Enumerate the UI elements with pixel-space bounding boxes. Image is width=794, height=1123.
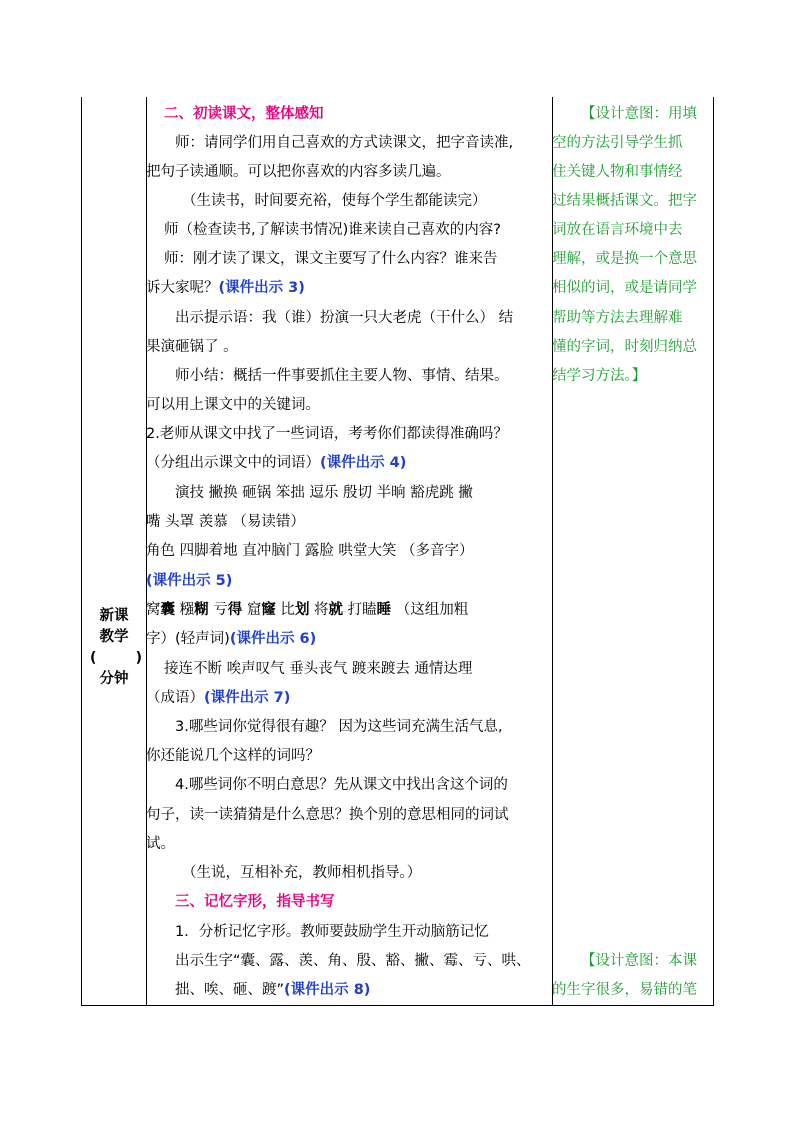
word: 打瞌 <box>343 602 377 618</box>
bold-char: 划 <box>294 602 310 618</box>
design-note-line: 结学习方法。】 <box>552 368 647 384</box>
word: 糨 <box>175 602 195 618</box>
bold-char: 睡 <box>376 602 392 618</box>
design-note-line: 懂的字词，时刻归纳总 <box>552 339 697 355</box>
text-line: 把句子读通顺。可以把你喜欢的内容多读几遍。 <box>146 164 451 180</box>
text-line: 2.老师从课文中找了一些词语，考考你们都读得准确吗？ <box>146 426 508 442</box>
word: 亏 <box>208 602 228 618</box>
section-heading-reading: 二、初读课文，整体感知 <box>164 106 324 122</box>
paren-open: ( <box>90 650 97 666</box>
courseware-ref: (课件出示 3) <box>218 280 305 296</box>
text-line <box>146 453 552 473</box>
stage-label-line-1: 新课 <box>99 608 129 624</box>
design-note-line: 的生字很多，易错的笔 <box>552 982 697 998</box>
text-line <box>146 278 552 298</box>
table-border-bottom <box>81 1005 714 1006</box>
word-list-line: 演技 撇换 砸锅 笨拙 逗乐 殷切 半晌 豁虎跳 撇 <box>175 485 473 501</box>
bold-char: 得 <box>227 602 243 618</box>
text-line <box>146 688 552 708</box>
bold-char: 就 <box>328 602 344 618</box>
text-span: 拙、唉、砸、踱” <box>175 982 285 998</box>
design-note-line: 空的方法引导学生抓 <box>552 135 683 151</box>
text-line <box>146 980 581 1000</box>
design-note-line: 词放在语言环境中去 <box>552 222 683 238</box>
courseware-ref: (课件出示 8) <box>284 982 371 998</box>
design-note-line: 帮助等方法去理解难 <box>552 310 683 326</box>
text-line: 出示生字“囊、露、羡、角、殷、豁、撇、霉、亏、哄、 <box>175 953 531 969</box>
text-line: 1．分析记忆字形。教师要鼓励学生开动脑筋记忆 <box>175 924 489 940</box>
text-line: 4.哪些词你不明白意思？先从课文中找出含这个词的 <box>175 777 508 793</box>
text-span: （成语） <box>146 690 204 706</box>
stage-label-cell <box>82 97 146 1006</box>
courseware-ref: (课件出示 6) <box>229 631 317 647</box>
courseware-ref: (课件出示 4) <box>320 455 407 471</box>
bold-char: 窿 <box>261 602 276 618</box>
text-span: 字）(轻声词) <box>146 631 230 647</box>
text-line: 师小结：概括一件事要抓住主要人物、事情、结果。 <box>175 368 509 384</box>
paren-close: ) <box>135 650 142 666</box>
duration-label: 分钟 <box>99 671 129 687</box>
text-line: 师（检查读书,了解读书情况)谁来读自己喜欢的内容? <box>164 222 501 238</box>
word-list-line: 嘴 头罩 羡慕 （易读错） <box>146 514 305 530</box>
text-span: （分组出示课文中的词语） <box>146 455 320 471</box>
text-line: （生说，互相补充，教师相机指导。） <box>182 865 422 881</box>
courseware-ref: (课件出示 5) <box>146 573 233 589</box>
word-list-line <box>146 600 552 620</box>
text-line: 师：请同学们用自己喜欢的方式读课文，把字音读准, <box>175 135 514 151</box>
text-line: 可以用上课文中的关键词。 <box>146 397 320 413</box>
text-line: 3.哪些词你觉得很有趣？ 因为这些词充满生活气息, <box>175 719 503 735</box>
design-note-line: 【设计意图：本课 <box>581 953 697 969</box>
design-note-line: 相似的词，或是请同学 <box>552 280 697 296</box>
text-line <box>146 629 552 649</box>
text-line: 果演砸锅了 。 <box>146 339 238 355</box>
text-line: 出示提示语：我（谁）扮演一只大老虎（干什么） 结 <box>175 310 514 326</box>
text-span: 诉大家呢？ <box>146 280 219 296</box>
stage-label-line-2: 教学 <box>99 629 129 645</box>
section-heading-writing: 三、记忆字形，指导书写 <box>175 894 335 910</box>
word: 窟 <box>242 602 262 618</box>
bold-char: 糊 <box>194 602 209 618</box>
design-note-line: 理解，或是换一个意思 <box>552 251 697 267</box>
word: 比 <box>275 602 295 618</box>
word-list-line: 角色 四脚着地 直冲脑门 露脸 哄堂大笑 （多音字） <box>146 543 474 559</box>
word: 窝 <box>146 602 161 618</box>
word: （这组加粗 <box>391 602 469 618</box>
text-line: （生读书，时间要充裕，使每个学生都能读完） <box>182 193 487 209</box>
design-note-line: 过结果概括课文。把字 <box>552 193 697 209</box>
design-note-line: 【设计意图：用填 <box>581 106 697 122</box>
word-list-line: 接连不断 唉声叹气 垂头丧气 踱来踱去 通情达理 <box>164 661 473 677</box>
stage-label <box>82 606 146 690</box>
word: 将 <box>309 602 329 618</box>
bold-char: 囊 <box>160 602 175 618</box>
design-note-line: 住关键人物和事情经 <box>552 164 683 180</box>
text-line: 你还能说几个这样的词吗？ <box>146 748 320 764</box>
text-line: 师：刚才读了课文，课文主要写了什么内容？谁来告 <box>164 251 498 267</box>
text-line: 试。 <box>146 836 175 852</box>
text-line: 句子，读一读猜猜是什么意思？换个别的意思相同的词试 <box>146 807 509 823</box>
courseware-ref: (课件出示 7) <box>204 690 291 706</box>
text-line <box>146 571 552 591</box>
